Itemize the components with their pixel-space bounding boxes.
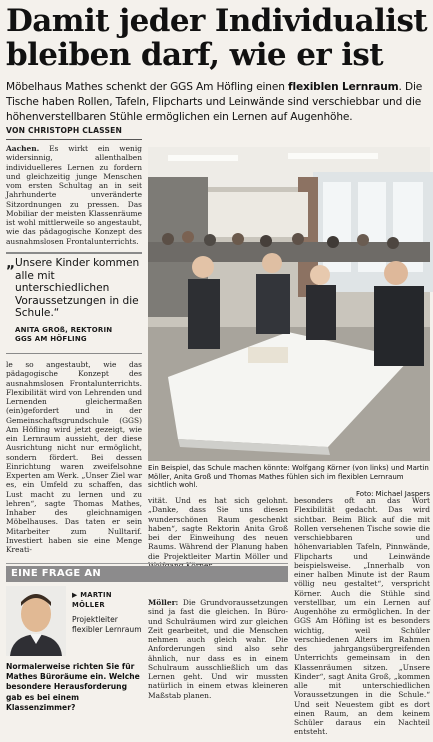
article-column-3: besonders oft an das Wort Flexibilität gedacht. Das wird sichtbar. Beim Blick auf die mit Rollen versehenen Tische sowie die verschiebbaren und höhenvariablen Tafeln, Pinnwände, Flipcharts und Leinwände beispielsweise. „Innerhalb von einer halben Minute ist der Raum völlig neu gestaltet“, verspricht Körner. Auch die Stühle sind verstellbar, um ein Lernen auf Augenhöhe zu ermöglichen. In der GGS Am Höfling ist es besonders wichtig, weil Schüler verschiedenen Alters im Rahmen des jahrgangsübergreifenden Unterrichts gemeinsam in den Klassenräumen sitzen. „Unsere Kinder“, sagt Anita Groß, „kommen alle mit unterschiedlichen Voraussetzungen in die Schule.“ Und seit Neuestem gibt es dort einen Raum, an dem keinem Schüler daraus ein Nachteil entsteht. (294, 496, 430, 737)
dateline: Aachen. (6, 144, 40, 153)
photo-credit: Foto: Michael Jaspers (356, 489, 430, 498)
quote-text: Unsere Kinder kommen alle mit unterschiedlichen Voraussetzungen in die Schule.“ (15, 257, 140, 319)
quote-mark: „ (6, 256, 16, 272)
quote-author (15, 326, 142, 344)
photo-caption-text: Ein Beispiel, das Schule machen könnte: Wolfgang Körner (von links) und Martin Möller, Anita Groß und Thomas Mathes fühlen sich im flexiblen Lernraum sichtlich wohl. (148, 464, 429, 490)
answer-label: Möller: (148, 598, 179, 607)
lead-paragraph (6, 80, 430, 125)
headline (6, 4, 430, 72)
portrait-martin-moeller (6, 586, 66, 656)
portrait-image (6, 586, 66, 656)
lead-highlight: flexiblen Lernraum (288, 81, 399, 93)
interview-answer (148, 598, 288, 742)
article-paragraph-1: Es wirkt ein wenig widersinnig, allenthalben individuelleres Lernen zu fordern und gleichzeitig junge Menschen vom ersten Schultag an in seit Jahrhunderte unveränderte Sitzordnungen zu pressen. Das Mobiliar der meisten Klassenräume ist wohl mittlerweile so angestaubt, wie das pädagogische Konzept des ausnahmslosen Frontalunterrichts. (6, 144, 142, 246)
interviewee-info (72, 590, 142, 635)
arrow-right-icon: ▶ (72, 591, 78, 599)
interviewee-role: Projektleiter flexibler Lernraum (72, 615, 142, 634)
lead-text-end: . Die Tische haben Rollen, Tafeln, Flipcharts und Leinwände sind verschiebbar und die höhenverstellbaren Stühle ermöglichen ein Lernen auf Augenhöhe. (6, 81, 423, 123)
interviewee-name-line (72, 590, 142, 610)
quote-author-school: GGS AM HÖFLING (15, 334, 87, 343)
interviewee-name: MARTIN MÖLLER (72, 591, 112, 609)
quote-author-name: ANITA GROß, REKTORIN (15, 325, 113, 334)
answer-text: Die Grundvoraussetzungen sind ja fast die gleichen. In Büro- und Schulräumen wird zur gleichen Zeit gearbeitet, und die Menschen nehmen auch gleich wahr. Die Anforderungen sind also sehr ähnlich, nur dass es in einem Schulraum ausschließlich um das Lernen geht. Und wir mussten natürlich in einem etwas kleineren Maßstab planen. (148, 598, 288, 700)
article-column-1-top (6, 144, 142, 246)
interview-box-header: EINE FRAGE AN (6, 566, 288, 582)
byline: VON CHRISTOPH CLASSEN (6, 126, 142, 140)
classroom-photo-image (148, 147, 430, 461)
interview-divider (6, 563, 288, 564)
headline-line-1: Damit jeder Individualist (6, 3, 428, 39)
interview-question: Normalerweise richten Sie für Mathes Büroräume ein. Welche besondere Herausforderung gab es bei einem Klassenzimmer? (6, 662, 140, 712)
classroom-photo (148, 147, 430, 461)
headline-line-2: bleiben darf, wie er ist (6, 37, 383, 73)
pull-quote (6, 252, 142, 354)
photo-caption (148, 464, 430, 498)
article-column-2: vität. Und es hat sich gelohnt. „Danke, dass Sie uns diesen wunderschönen Raum geschenkt haben“, sagte Rektorin Anita Groß bei der Einweihung des neuen Raums. Während der Planung haben die Projektleiter Martin Möller und (148, 496, 288, 561)
lead-text-start: Möbelhaus Mathes schenkt der GGS Am Höfling einen (6, 81, 289, 93)
article-column-1-bottom: le so angestaubt, wie das pädagogische Konzept des ausnahmslosen Frontalunterrichts. Flexibilität wird von Lehrenden und Lernenden gleichermaßen (ein)gefordert und in der Gemeinschaftsgrundschule (GGS) Am Höfling wird jetzt gezeigt, wie ein Lernraum aussieht, der diese Ausrichtung nicht nur ermöglicht, sondern fördert. Bei dessen Einrichtung waren zweifelsohne Experten am Werk. „Unser Ziel war es, ein Umfeld zu schaffen, das Lust macht zu lernen und zu lehren“, sagte Thomas Mathes, Inhaber des gleichnamigen Möbelhauses. Das taten er sein Mitarbeiter zum Nulltarif. Investiert haben sie eine Menge Kreati- (6, 360, 142, 554)
